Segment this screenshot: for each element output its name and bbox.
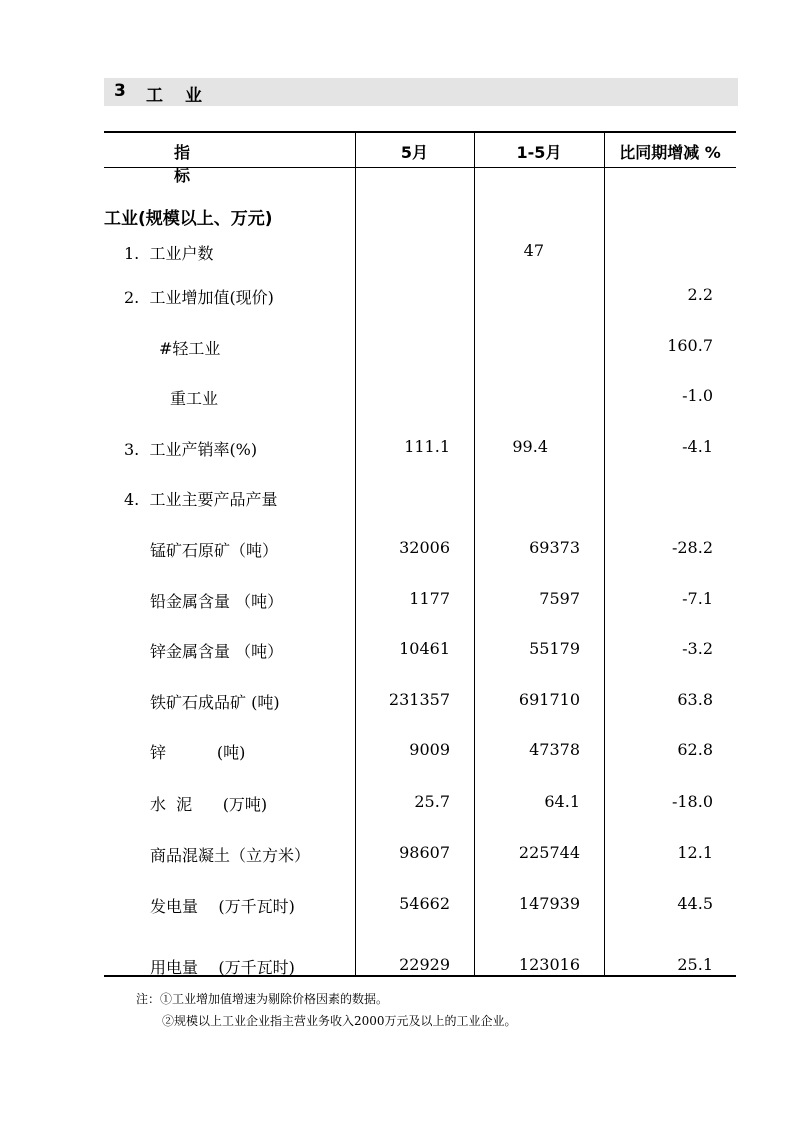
cell-yoy: -7.1 (682, 589, 713, 608)
table-row (104, 237, 736, 267)
cell-may: 231357 (388, 690, 450, 709)
header-yoy-change: 比同期增减 % (619, 143, 721, 162)
table-row (104, 951, 736, 981)
cell-may: 111.1 (404, 437, 450, 456)
cell-jan-may: 47 (523, 241, 544, 260)
table-row (104, 433, 736, 463)
row-label: 锌金属含量 （吨） (150, 642, 284, 661)
row-label: 水 泥 (万吨) (150, 795, 268, 814)
cell-yoy: 2.2 (687, 285, 713, 304)
section-header (104, 78, 738, 106)
cell-jan-may: 225744 (518, 843, 580, 862)
row-label: 1. 工业户数 (124, 244, 214, 263)
row-label: 铅金属含量 （吨） (150, 592, 284, 611)
cell-jan-may: 123016 (518, 955, 580, 974)
table-row (104, 281, 736, 311)
cell-may: 98607 (399, 843, 450, 862)
header-may: 5月 (400, 143, 429, 162)
cell-may: 32006 (399, 538, 450, 557)
row-label: 锌 (吨) (150, 743, 246, 762)
table-row (104, 635, 736, 665)
cell-yoy: 63.8 (677, 690, 713, 709)
industry-table (104, 131, 736, 977)
cell-jan-may: 147939 (518, 894, 580, 913)
cell-may: 9009 (409, 740, 450, 759)
row-label: 铁矿石成品矿 (吨) (150, 693, 280, 712)
group-title: 工业(规模以上、万元) (104, 209, 273, 229)
table-row (104, 686, 736, 716)
table-row (104, 332, 736, 362)
cell-jan-may: 55179 (529, 639, 580, 658)
cell-jan-may: 99.4 (512, 437, 548, 456)
footnotes (136, 988, 517, 1032)
header-indicator: 指标 (174, 143, 265, 185)
table-row (104, 736, 736, 766)
row-label: 用电量 (万千瓦时) (150, 958, 295, 977)
cell-yoy: -1.0 (682, 386, 713, 405)
row-label: 3. 工业产销率(%) (124, 440, 258, 459)
table-row (104, 788, 736, 818)
table-row (104, 839, 736, 869)
cell-may: 10461 (399, 639, 450, 658)
footnote-1: 注：①工业增加值增速为剔除价格因素的数据。 (136, 992, 389, 1006)
cell-may: 22929 (399, 955, 450, 974)
section-number: 3 (114, 81, 126, 101)
cell-yoy: 62.8 (677, 740, 713, 759)
cell-yoy: -28.2 (671, 538, 713, 557)
cell-jan-may: 47378 (529, 740, 580, 759)
table-row (104, 534, 736, 564)
header-jan-may: 1-5月 (516, 143, 562, 162)
row-label: 锰矿石原矿（吨） (150, 541, 279, 560)
cell-yoy: -4.1 (682, 437, 713, 456)
footnote-2: ②规模以上工业企业指主营业务收入2000万元及以上的工业企业。 (162, 1014, 517, 1028)
cell-yoy: 160.7 (667, 336, 713, 355)
row-label: 2. 工业增加值(现价) (124, 288, 274, 307)
row-label: 重工业 (170, 389, 219, 408)
cell-yoy: 25.1 (677, 955, 713, 974)
group-row (104, 200, 736, 230)
cell-may: 1177 (409, 589, 450, 608)
row-label: #轻工业 (159, 339, 221, 358)
cell-yoy: -3.2 (682, 639, 713, 658)
cell-jan-may: 69373 (529, 538, 580, 557)
cell-jan-may: 7597 (539, 589, 580, 608)
cell-may: 54662 (399, 894, 450, 913)
cell-yoy: 12.1 (677, 843, 713, 862)
cell-jan-may: 64.1 (544, 792, 580, 811)
cell-yoy: 44.5 (677, 894, 713, 913)
table-row (104, 483, 736, 513)
cell-may: 25.7 (414, 792, 450, 811)
cell-jan-may: 691710 (518, 690, 580, 709)
row-label: 商品混凝土（立方米） (150, 846, 311, 865)
table-row (104, 585, 736, 615)
table-row (104, 890, 736, 920)
section-title: 工业 (146, 86, 224, 106)
table-top-rule (104, 131, 736, 133)
row-label: 4. 工业主要产品产量 (124, 490, 278, 509)
cell-yoy: -18.0 (671, 792, 713, 811)
table-row (104, 382, 736, 412)
row-label: 发电量 (万千瓦时) (150, 897, 295, 916)
